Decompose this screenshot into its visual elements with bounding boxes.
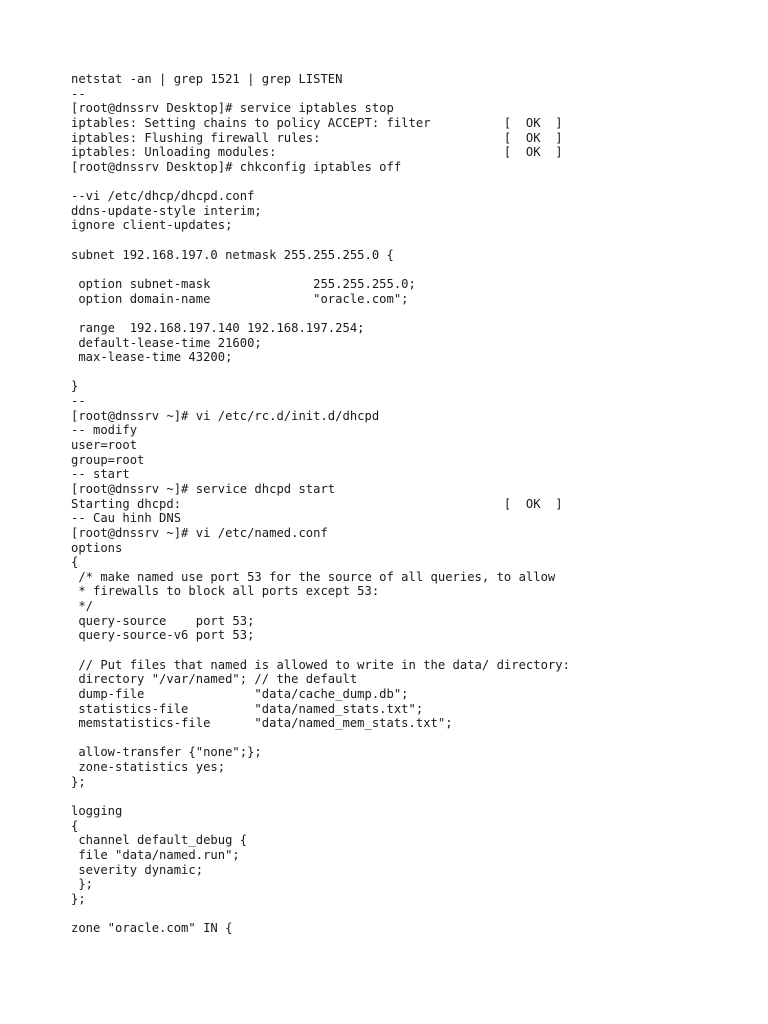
- document-line: option domain-name "oracle.com";: [71, 291, 409, 306]
- document-line: [71, 731, 721, 746]
- document-line: group=root: [71, 452, 145, 467]
- document-line: */: [71, 599, 94, 614]
- document-line: [root@dnssrv Desktop]# service iptables stop: [71, 101, 394, 116]
- document-line: dump-file "data/cache_dump.db";: [71, 686, 409, 701]
- document-line: [71, 174, 721, 189]
- document-line: [root@dnssrv ~]# vi /etc/named.conf: [71, 525, 328, 540]
- document-line: [71, 643, 721, 658]
- document-line: statistics-file "data/named_stats.txt";: [71, 701, 424, 716]
- document-line: [71, 789, 721, 804]
- document-line: default-lease-time 21600;: [71, 335, 262, 350]
- document-line: }: [71, 379, 79, 394]
- document-line: iptables: Flushing firewall rules: [ OK ]: [71, 130, 563, 145]
- document-line: option subnet-mask 255.255.255.0;: [71, 276, 416, 291]
- document-line: Starting dhcpd: [ OK ]: [71, 496, 563, 511]
- document-line: query-source port 53;: [71, 613, 255, 628]
- document-line: query-source-v6 port 53;: [71, 628, 255, 643]
- document-line: channel default_debug {: [71, 833, 248, 848]
- document-line: };: [71, 774, 86, 789]
- document-line: [root@dnssrv ~]# service dhcpd start: [71, 481, 336, 496]
- document-line: [root@dnssrv Desktop]# chkconfig iptables off: [71, 159, 402, 174]
- document-line: [71, 233, 721, 248]
- document-line: max-lease-time 43200;: [71, 350, 233, 365]
- document-line: [71, 365, 721, 380]
- document-line: zone-statistics yes;: [71, 760, 226, 775]
- document-line: iptables: Unloading modules: [ OK ]: [71, 145, 563, 160]
- document-line: directory "/var/named"; // the default: [71, 672, 358, 687]
- document-line: {: [71, 818, 79, 833]
- document-line: /* make named use port 53 for the source of all queries, to allow: [71, 569, 556, 584]
- document-line: range 192.168.197.140 192.168.197.254;: [71, 320, 365, 335]
- document-line: ignore client-updates;: [71, 218, 233, 233]
- document-line: iptables: Setting chains to policy ACCEPT: filter [ OK ]: [71, 115, 563, 130]
- document-line: logging: [71, 804, 123, 819]
- document-line: [root@dnssrv ~]# vi /etc/rc.d/init.d/dhcpd: [71, 408, 380, 423]
- document-line: };: [71, 877, 94, 892]
- document-line: -- Cau hinh DNS: [71, 511, 182, 526]
- document-line: ddns-update-style interim;: [71, 203, 262, 218]
- document-line: netstat -an | grep 1521 | grep LISTEN: [71, 72, 343, 86]
- document-line: // Put files that named is allowed to write in the data/ directory:: [71, 657, 570, 672]
- document-line: allow-transfer {"none";};: [71, 745, 262, 760]
- document-line: [71, 907, 721, 922]
- document-line: --: [71, 394, 86, 409]
- document-line: {: [71, 555, 79, 570]
- document-line: -- modify: [71, 423, 138, 438]
- document-line: [71, 306, 721, 321]
- document-line: --vi /etc/dhcp/dhcpd.conf: [71, 189, 255, 204]
- document-line: options: [71, 540, 123, 555]
- document-line: subnet 192.168.197.0 netmask 255.255.255.0 {: [71, 247, 394, 262]
- document-line: [71, 262, 721, 277]
- document-line: file "data/named.run";: [71, 847, 240, 862]
- document-line: severity dynamic;: [71, 862, 204, 877]
- document-line: memstatistics-file "data/named_mem_stats.txt";: [71, 716, 453, 731]
- document-line: --: [71, 86, 86, 101]
- document-line: zone "oracle.com" IN {: [71, 921, 233, 936]
- document-line: user=root: [71, 438, 138, 453]
- document-line: -- start: [71, 467, 130, 482]
- document-line: * firewalls to block all ports except 53:: [71, 584, 380, 599]
- document-body: [71, 72, 721, 936]
- document-line: };: [71, 891, 86, 906]
